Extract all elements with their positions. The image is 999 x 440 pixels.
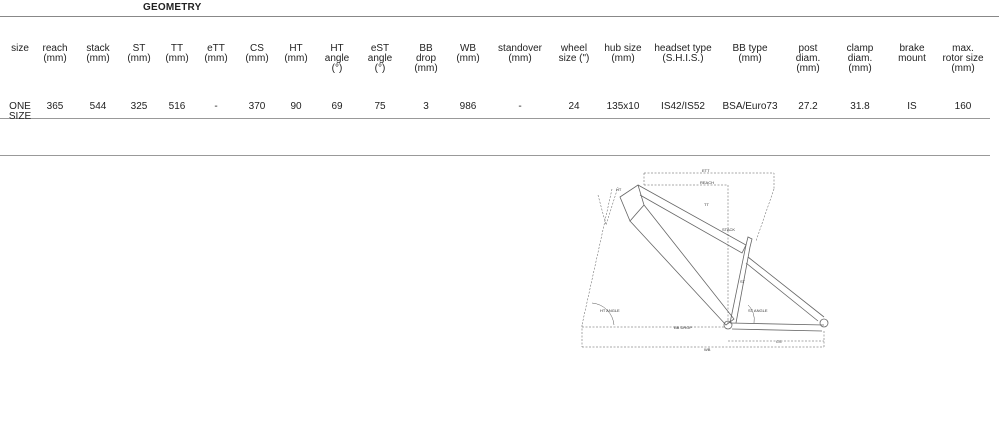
header-row <box>0 44 990 84</box>
header-headset-type-line: headset type <box>654 43 712 54</box>
header-reach-line: reach <box>42 43 68 54</box>
cell-max-rotor-size <box>955 102 972 112</box>
header-stack <box>86 44 109 64</box>
header-ht-line: HT <box>289 43 303 54</box>
header-bb-type-line: BB type <box>732 43 768 54</box>
header-brake-mount-line: mount <box>898 53 926 64</box>
header-ett-line: eTT <box>207 43 225 54</box>
cell-size-line: ONE <box>9 101 31 112</box>
header-hub-size-line: hub size <box>604 43 642 54</box>
header-tt <box>165 44 188 64</box>
ht-angle-label: HT ANGLE <box>600 308 620 313</box>
header-ett <box>204 44 227 64</box>
header-max-rotor-size-line: rotor size <box>942 53 984 64</box>
cell-bb-drop <box>423 102 429 112</box>
title-divider <box>0 16 999 17</box>
header-max-rotor-size <box>942 44 983 74</box>
header-bb-drop-line: drop <box>415 53 437 64</box>
bb-drop-label: BB DROP <box>674 325 693 330</box>
stack-label: STACK <box>722 227 736 232</box>
header-ht-angle-line: angle <box>324 53 350 64</box>
header-wb <box>456 44 479 64</box>
cell-tt <box>169 102 186 112</box>
header-cs-line: (mm) <box>245 53 269 64</box>
header-wheel-size-line: size (") <box>558 53 590 64</box>
cell-reach-line: 365 <box>46 101 64 112</box>
header-bb-drop-line: BB <box>419 43 433 54</box>
cell-bb-drop-line: 3 <box>423 101 429 112</box>
cell-bb-type <box>722 102 777 112</box>
geometry-title: GEOMETRY <box>143 2 202 13</box>
cell-post-diam <box>798 102 817 112</box>
cell-ht-angle <box>331 102 342 112</box>
cell-brake-mount <box>907 102 916 112</box>
header-cs <box>245 44 268 64</box>
cell-ht-line: 90 <box>290 101 302 112</box>
cell-est-angle <box>374 102 385 112</box>
cell-headset-type <box>661 102 705 112</box>
table-bottom-divider <box>0 155 990 156</box>
header-wheel-size-line: wheel <box>560 43 588 54</box>
header-post-diam-line: diam. <box>795 53 821 64</box>
header-reach <box>42 44 67 64</box>
ett-label: ETT <box>702 168 710 173</box>
header-ett-line: (mm) <box>204 53 228 64</box>
header-wheel-size <box>559 44 590 64</box>
header-ht-angle-line: (°) <box>331 63 343 74</box>
header-standover <box>498 44 542 64</box>
cell-wheel-size <box>568 102 579 112</box>
cell-reach <box>47 102 64 112</box>
header-wb-line: (mm) <box>456 53 480 64</box>
header-max-rotor-size-line: (mm) <box>951 63 975 74</box>
header-clamp-diam-line: diam. <box>847 53 873 64</box>
header-ht <box>284 44 307 64</box>
cell-size <box>9 102 31 122</box>
st-label: ST <box>740 279 746 284</box>
header-est-angle-line: (°) <box>374 63 386 74</box>
header-reach-line: (mm) <box>43 53 67 64</box>
cell-ett-line: - <box>214 101 218 112</box>
reach-label: REACH <box>700 180 715 185</box>
header-hub-size-line: (mm) <box>611 53 635 64</box>
cell-hub-size <box>607 102 640 112</box>
cell-clamp-diam-line: 31.8 <box>850 101 870 112</box>
cell-standover <box>518 102 521 112</box>
cell-brake-mount-line: IS <box>907 101 917 112</box>
header-headset-type-line: (S.H.I.S.) <box>662 53 704 64</box>
cell-post-diam-line: 27.2 <box>798 101 818 112</box>
header-wb-line: WB <box>459 43 477 54</box>
cell-size-line: SIZE <box>8 111 32 122</box>
cell-hub-size-line: 135x10 <box>606 101 640 112</box>
wb-label: WB <box>704 347 711 352</box>
header-clamp-diam <box>847 44 874 74</box>
header-st <box>127 44 150 64</box>
ht-label: HT <box>616 187 622 192</box>
header-post-diam <box>796 44 820 74</box>
header-standover-line: standover <box>498 43 542 54</box>
dimension-lines <box>582 173 824 347</box>
header-bb-type-line: (mm) <box>738 53 762 64</box>
header-standover-line: (mm) <box>508 53 532 64</box>
header-bb-drop-line: (mm) <box>414 63 438 74</box>
header-clamp-diam-line: (mm) <box>848 63 872 74</box>
header-brake-mount-line: brake <box>899 43 925 54</box>
cell-ht <box>290 102 301 112</box>
cell-wb <box>460 102 477 112</box>
header-post-diam-line: post <box>798 43 818 54</box>
cell-wheel-size-line: 24 <box>568 101 580 112</box>
cs-label: CS <box>776 339 782 344</box>
header-ht-line: (mm) <box>284 53 308 64</box>
header-cs-line: CS <box>250 43 264 54</box>
cell-cs-line: 370 <box>248 101 266 112</box>
header-bb-type <box>732 44 767 64</box>
header-tt-line: TT <box>170 43 184 54</box>
header-hub-size <box>604 44 641 64</box>
cell-stack <box>90 102 107 112</box>
cell-est-angle-line: 75 <box>374 101 386 112</box>
header-max-rotor-size-line: max. <box>952 43 974 54</box>
table-row <box>0 94 990 134</box>
header-stack-line: (mm) <box>86 53 110 64</box>
cell-headset-type-line: IS42/IS52 <box>661 101 705 112</box>
header-stack-line: stack <box>86 43 110 54</box>
cell-st <box>131 102 148 112</box>
cell-standover-line: - <box>518 101 522 112</box>
header-size-line: size <box>11 43 29 54</box>
cell-bb-type-line: BSA/Euro73 <box>722 101 778 112</box>
st-angle-label: ST ANGLE <box>748 308 768 313</box>
cell-clamp-diam <box>850 102 869 112</box>
header-est-angle-line: eST <box>370 43 390 54</box>
tt-label: TT <box>704 202 709 207</box>
header-ht-angle <box>325 44 349 74</box>
header-st-line: ST <box>132 43 146 54</box>
cell-stack-line: 544 <box>89 101 107 112</box>
cell-max-rotor-size-line: 160 <box>954 101 972 112</box>
frame-outline <box>620 185 828 331</box>
cell-st-line: 325 <box>130 101 148 112</box>
header-size <box>11 44 29 54</box>
header-headset-type <box>654 44 711 64</box>
cell-ht-angle-line: 69 <box>331 101 343 112</box>
header-brake-mount <box>898 44 926 64</box>
header-est-angle-line: angle <box>367 53 393 64</box>
cell-tt-line: 516 <box>168 101 186 112</box>
header-st-line: (mm) <box>127 53 151 64</box>
cell-wb-line: 986 <box>459 101 477 112</box>
header-ht-angle-line: HT <box>330 43 344 54</box>
cell-ett <box>214 102 217 112</box>
header-bb-drop <box>414 44 437 74</box>
header-post-diam-line: (mm) <box>796 63 820 74</box>
cell-cs <box>249 102 266 112</box>
header-tt-line: (mm) <box>165 53 189 64</box>
header-clamp-diam-line: clamp <box>846 43 874 54</box>
frame-geometry-diagram <box>578 165 833 355</box>
header-est-angle <box>368 44 392 74</box>
